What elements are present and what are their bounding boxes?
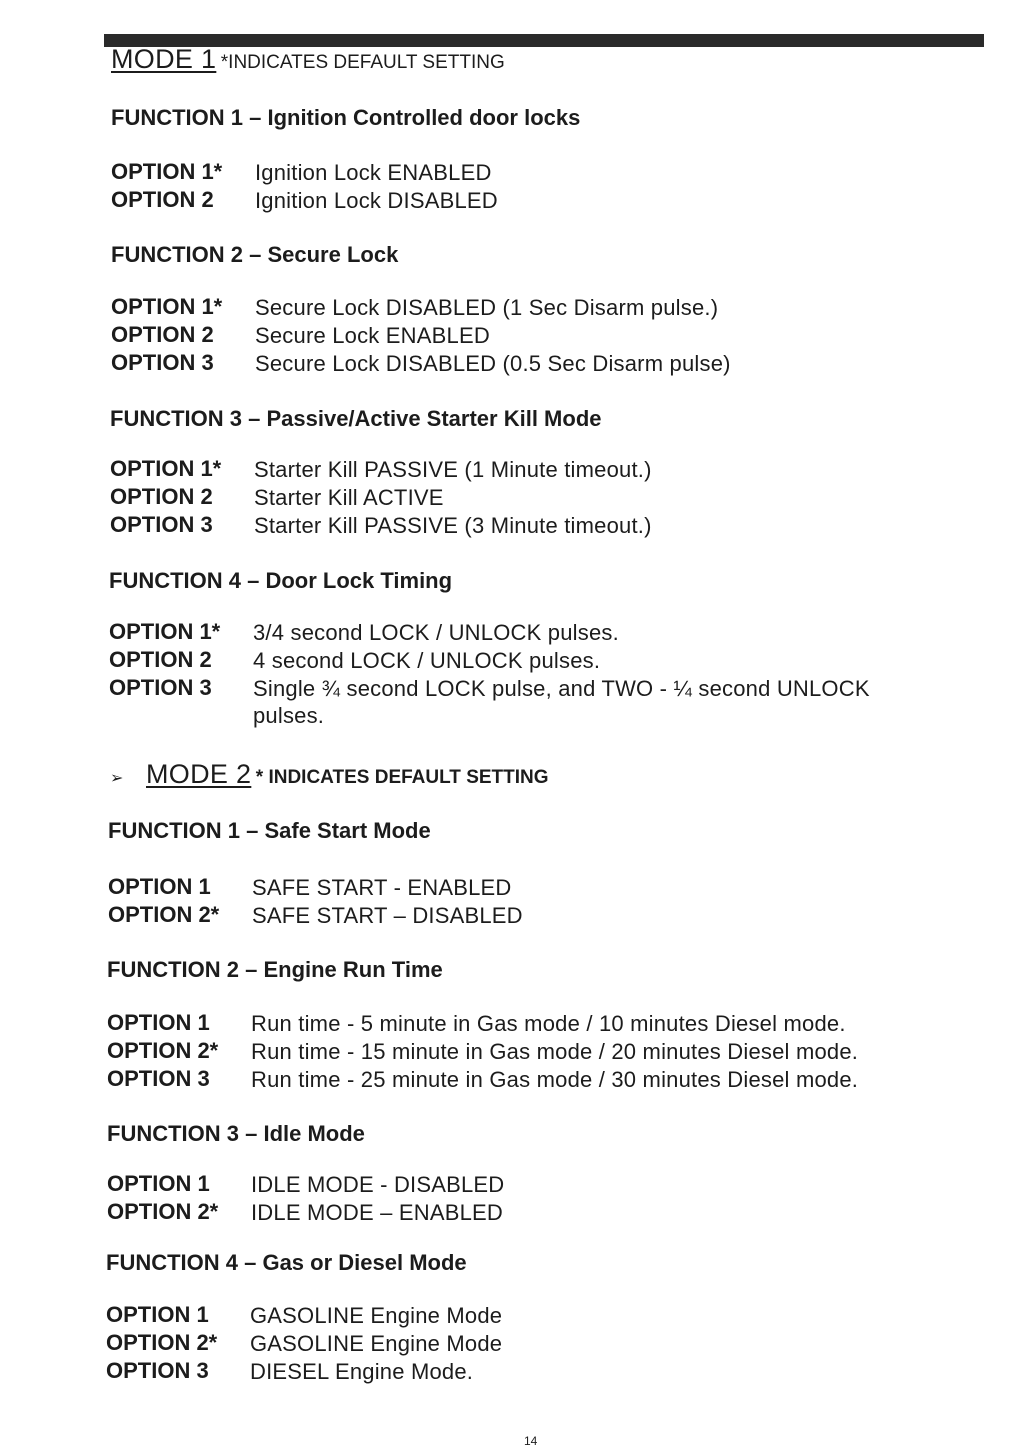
option-label: OPTION 2 [110, 484, 213, 509]
mode1-f1-option1 [111, 159, 492, 186]
option-text-line1: Single ¾ second LOCK pulse, and TWO - ¼ second UNLOCK [253, 676, 870, 701]
mode2-function3-title: FUNCTION 3 – Idle Mode [107, 1121, 365, 1146]
option-text: 4 second LOCK / UNLOCK pulses. [253, 648, 601, 673]
option-text-line2: pulses. [253, 703, 325, 728]
mode2-header [110, 759, 549, 790]
mode1-function4-title: FUNCTION 4 – Door Lock Timing [109, 568, 453, 593]
mode2-f2-option3 [107, 1066, 858, 1093]
mode1-default-note: *INDICATES DEFAULT SETTING [220, 52, 505, 73]
mode2-f4-option3 [106, 1358, 473, 1385]
mode1-function1-title: FUNCTION 1 – Ignition Controlled door locks [111, 105, 581, 130]
mode1-header [111, 44, 505, 75]
option-label: OPTION 3 [106, 1358, 209, 1383]
option-text: IDLE MODE – ENABLED [251, 1200, 503, 1225]
option-text: Starter Kill PASSIVE (1 Minute timeout.) [254, 457, 652, 482]
option-text: Ignition Lock ENABLED [255, 160, 492, 185]
mode1-f2-option1 [111, 294, 718, 321]
page-number: 14 [524, 1434, 538, 1448]
mode2-function1-title: FUNCTION 1 – Safe Start Mode [108, 818, 431, 843]
mode1-f3-option3 [110, 512, 652, 539]
option-text: Run time - 5 minute in Gas mode / 10 minutes Diesel mode. [251, 1011, 846, 1036]
mode2-f3-option1 [107, 1171, 504, 1198]
option-label: OPTION 2* [108, 902, 220, 927]
option-label: OPTION 2 [111, 322, 214, 347]
option-text: DIESEL Engine Mode. [250, 1359, 474, 1384]
option-text: GASOLINE Engine Mode [250, 1303, 503, 1328]
mode1-function3-title: FUNCTION 3 – Passive/Active Starter Kill Mode [110, 406, 602, 431]
option-label: OPTION 1 [107, 1171, 210, 1196]
arrow-bullet-icon: ➢ [110, 770, 124, 787]
option-label: OPTION 2* [107, 1038, 219, 1063]
option-text: Ignition Lock DISABLED [255, 188, 498, 213]
option-text: Secure Lock DISABLED (1 Sec Disarm pulse.) [255, 295, 719, 320]
option-label: OPTION 1* [110, 456, 222, 481]
mode2-f4-option2 [106, 1330, 502, 1357]
option-text: SAFE START – DISABLED [252, 903, 523, 928]
mode1-f1-option2 [111, 187, 498, 214]
mode1-function2-title: FUNCTION 2 – Secure Lock [111, 242, 399, 267]
option-label: OPTION 2 [111, 187, 214, 212]
option-label: OPTION 1 [108, 874, 211, 899]
mode1-f3-option2 [110, 484, 444, 511]
option-label: OPTION 1* [109, 619, 221, 644]
mode1-f4-option2 [109, 647, 600, 674]
mode1-f4-option3 [109, 675, 870, 729]
option-label: OPTION 3 [109, 675, 212, 700]
option-text: SAFE START - ENABLED [252, 875, 512, 900]
option-label: OPTION 2 [109, 647, 212, 672]
mode2-f4-option1 [106, 1302, 502, 1329]
mode2-function4-title: FUNCTION 4 – Gas or Diesel Mode [106, 1250, 467, 1275]
option-text: Secure Lock ENABLED [255, 323, 490, 348]
mode2-f3-option2 [107, 1199, 503, 1226]
option-text [253, 675, 870, 729]
mode2-f1-option1 [108, 874, 512, 901]
mode2-title: MODE 2 [146, 759, 252, 789]
mode2-f2-option2 [107, 1038, 858, 1065]
option-label: OPTION 2* [107, 1199, 219, 1224]
option-label: OPTION 3 [107, 1066, 210, 1091]
mode1-f4-option1 [109, 619, 619, 646]
option-label: OPTION 1 [107, 1010, 210, 1035]
mode1-title: MODE 1 [111, 44, 217, 74]
option-label: OPTION 1* [111, 159, 223, 184]
option-label: OPTION 1* [111, 294, 223, 319]
option-text: IDLE MODE - DISABLED [251, 1172, 505, 1197]
option-text: Run time - 25 minute in Gas mode / 30 minutes Diesel mode. [251, 1067, 859, 1092]
option-label: OPTION 2* [106, 1330, 218, 1355]
mode2-default-note: * INDICATES DEFAULT SETTING [255, 767, 549, 788]
option-label: OPTION 3 [110, 512, 213, 537]
option-text: Starter Kill PASSIVE (3 Minute timeout.) [254, 513, 652, 538]
mode1-f2-option3 [111, 350, 731, 377]
mode2-f1-option2 [108, 902, 523, 929]
option-text: 3/4 second LOCK / UNLOCK pulses. [253, 620, 619, 645]
option-text: Run time - 15 minute in Gas mode / 20 minutes Diesel mode. [251, 1039, 859, 1064]
mode1-f3-option1 [110, 456, 652, 483]
mode1-f2-option2 [111, 322, 490, 349]
mode2-function2-title: FUNCTION 2 – Engine Run Time [107, 957, 443, 982]
option-text: GASOLINE Engine Mode [250, 1331, 503, 1356]
mode2-f2-option1 [107, 1010, 846, 1037]
option-label: OPTION 3 [111, 350, 214, 375]
option-text: Starter Kill ACTIVE [254, 485, 444, 510]
option-label: OPTION 1 [106, 1302, 209, 1327]
option-text: Secure Lock DISABLED (0.5 Sec Disarm pulse) [255, 351, 731, 376]
